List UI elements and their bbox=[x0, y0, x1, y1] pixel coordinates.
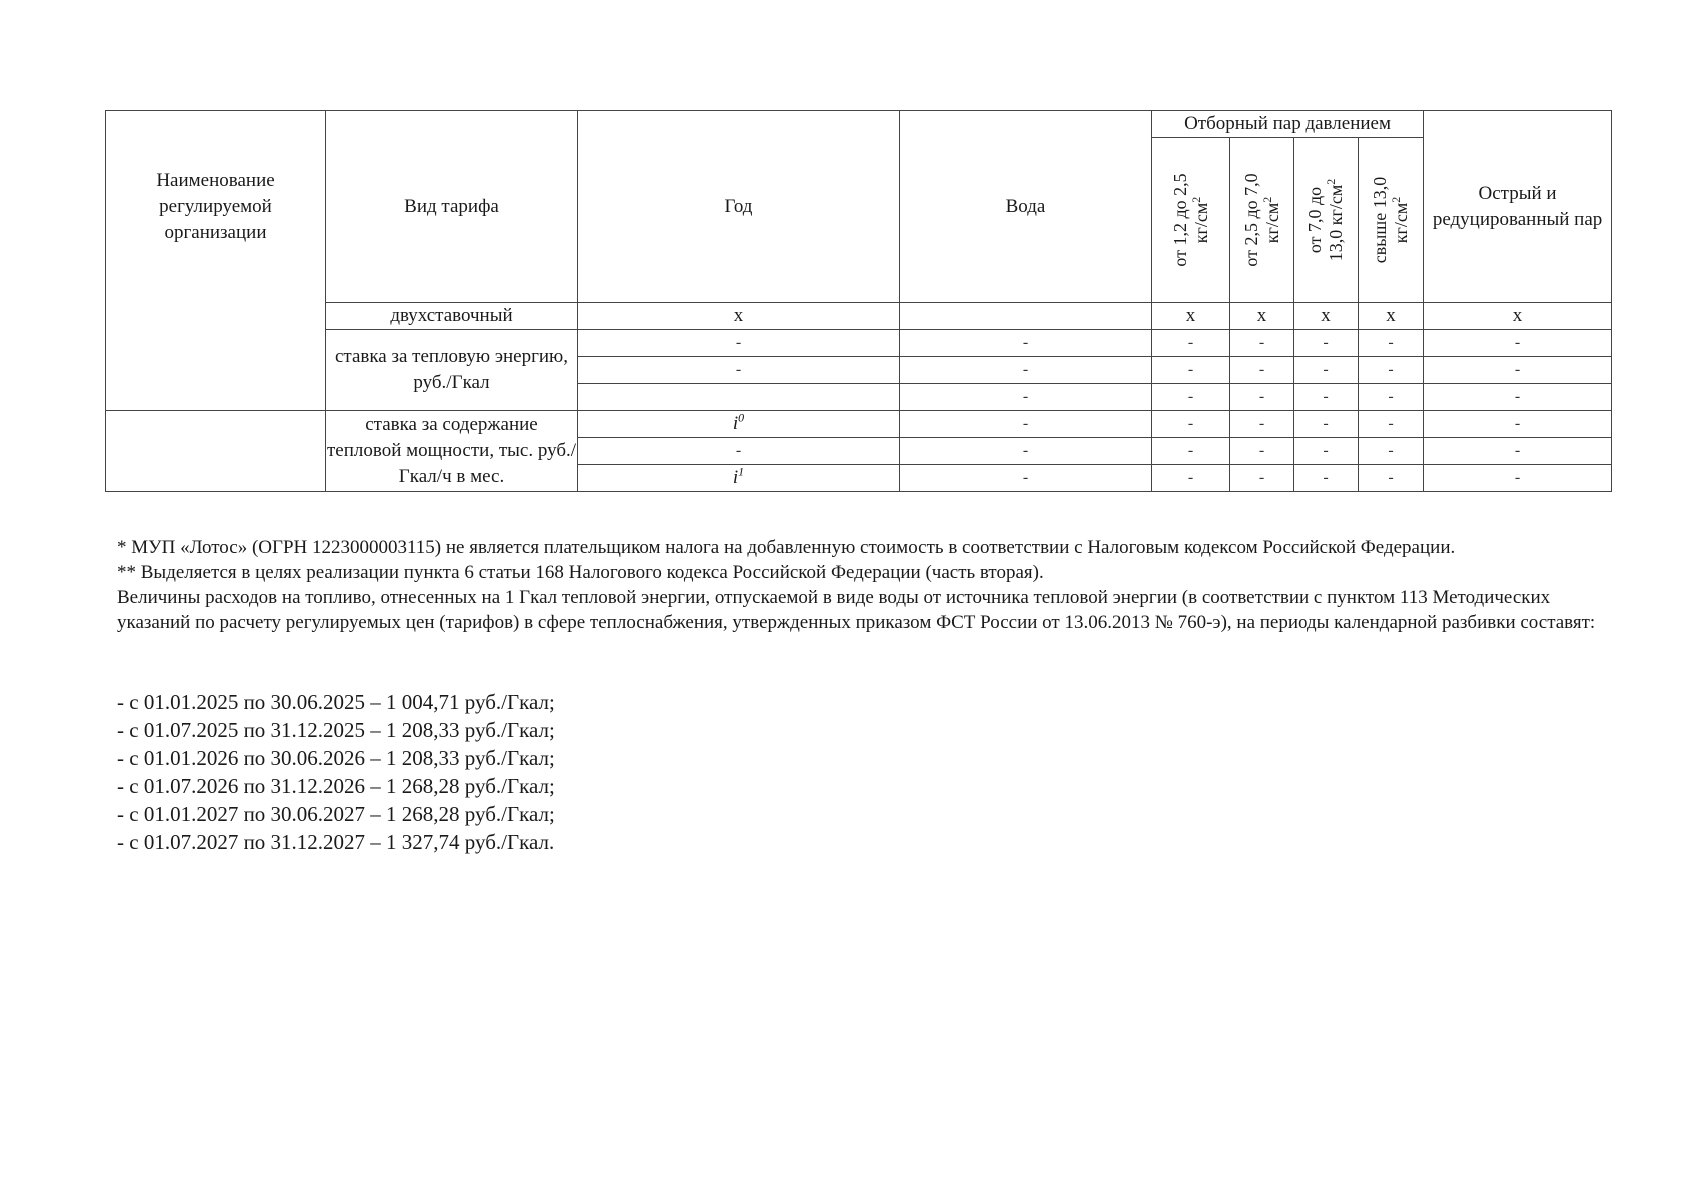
year-cell bbox=[578, 384, 900, 411]
sharp-steam-cell: - bbox=[1424, 384, 1612, 411]
steam-cell: - bbox=[1359, 384, 1424, 411]
sharp-steam-cell: - bbox=[1424, 357, 1612, 384]
steam-cell: - bbox=[1294, 384, 1359, 411]
steam-cell: - bbox=[1359, 411, 1424, 438]
footnote-tax-code: ** Выделяется в целях реализации пункта 6 статьи 168 Налогового кодекса Российской Федерации (часть вторая). bbox=[117, 562, 1044, 583]
sharp-steam-cell: - bbox=[1424, 438, 1612, 465]
water-cell: - bbox=[900, 384, 1152, 411]
steam-cell: - bbox=[1294, 411, 1359, 438]
water-cell bbox=[900, 303, 1152, 330]
footnote-vat: * МУП «Лотос» (ОГРН 1223000003115) не является плательщиком налога на добавленную стоимость в соответствии с Налоговым кодексом Российской Федерации. bbox=[117, 537, 1456, 558]
tariff-type-cell: ставка за тепловую энергию, руб./Гкал bbox=[326, 330, 578, 411]
period-item: - с 01.01.2027 по 30.06.2027 – 1 268,28 руб./Гкал; bbox=[117, 802, 555, 826]
steam-cell: - bbox=[1359, 438, 1424, 465]
steam-cell: - bbox=[1294, 330, 1359, 357]
steam-cell: - bbox=[1152, 357, 1230, 384]
steam-cell: - bbox=[1230, 384, 1294, 411]
year-cell: $i^0$ bbox=[578, 411, 900, 438]
header-tariff-type: Вид тарифа bbox=[326, 111, 578, 303]
year-cell: - bbox=[578, 357, 900, 384]
water-cell: - bbox=[900, 357, 1152, 384]
period-item: - с 01.01.2025 по 30.06.2025 – 1 004,71 руб./Гкал; bbox=[117, 690, 555, 714]
org-name-cell-2 bbox=[106, 411, 326, 492]
header-steam-4: свыше 13,0 $кг/см^2$ bbox=[1359, 138, 1424, 303]
water-cell: - bbox=[900, 330, 1152, 357]
header-steam-3: от 7,0 до 13,0 $кг/см^2$ bbox=[1294, 138, 1359, 303]
header-org: Наименование регулируемой организации bbox=[106, 111, 326, 303]
water-cell: - bbox=[900, 438, 1152, 465]
steam-cell: - bbox=[1230, 357, 1294, 384]
header-water: Вода bbox=[900, 111, 1152, 303]
header-year: Год bbox=[578, 111, 900, 303]
table-row bbox=[106, 330, 1612, 357]
steam-cell: - bbox=[1230, 465, 1294, 492]
org-name-cell bbox=[106, 303, 326, 411]
year-cell: $i^1$ bbox=[578, 465, 900, 492]
year-cell: x bbox=[578, 303, 900, 330]
steam-cell: - bbox=[1152, 465, 1230, 492]
water-cell: - bbox=[900, 411, 1152, 438]
footnote-fuel-costs: Величины расходов на топливо, отнесенных на 1 Гкал тепловой энергии, отпускаемой в виде воды от источника тепловой энергии (в соответствии с пунктом 113 Методических указаний по расчету регулируемых цен (тарифов) в сфере теплоснабжения, утвержденных приказом ФСТ России от 13.06.2013 № 760-э), на периоды календарной разбивки составят: bbox=[117, 587, 1596, 633]
table-row bbox=[106, 411, 1612, 438]
tariff-table bbox=[105, 110, 1612, 492]
steam-cell: - bbox=[1294, 357, 1359, 384]
year-cell: - bbox=[578, 438, 900, 465]
period-list bbox=[117, 688, 1017, 856]
steam-cell: - bbox=[1294, 438, 1359, 465]
sharp-steam-cell: - bbox=[1424, 411, 1612, 438]
steam-cell: - bbox=[1230, 438, 1294, 465]
steam-cell: - bbox=[1359, 357, 1424, 384]
steam-cell: - bbox=[1294, 465, 1359, 492]
year-cell: - bbox=[578, 330, 900, 357]
period-item: - с 01.07.2026 по 31.12.2026 – 1 268,28 руб./Гкал; bbox=[117, 774, 555, 798]
header-steam-group: Отборный пар давлением bbox=[1152, 111, 1424, 138]
footnotes bbox=[117, 535, 1597, 635]
steam-cell: x bbox=[1359, 303, 1424, 330]
period-item: - с 01.01.2026 по 30.06.2026 – 1 208,33 руб./Гкал; bbox=[117, 746, 555, 770]
sharp-steam-cell: - bbox=[1424, 465, 1612, 492]
steam-cell: - bbox=[1152, 438, 1230, 465]
tariff-type-cell: ставка за содержание тепловой мощности, тыс. руб./Гкал/ч в мес. bbox=[326, 411, 578, 492]
water-cell: - bbox=[900, 465, 1152, 492]
table-row bbox=[106, 303, 1612, 330]
header-sharp-steam: Острый и редуцированный пар bbox=[1424, 111, 1612, 303]
tariff-type-cell: двухставочный bbox=[326, 303, 578, 330]
steam-cell: - bbox=[1152, 384, 1230, 411]
steam-cell: - bbox=[1359, 330, 1424, 357]
steam-cell: x bbox=[1294, 303, 1359, 330]
steam-cell: x bbox=[1152, 303, 1230, 330]
steam-cell: - bbox=[1359, 465, 1424, 492]
steam-cell: - bbox=[1230, 330, 1294, 357]
sharp-steam-cell: x bbox=[1424, 303, 1612, 330]
steam-cell: - bbox=[1152, 411, 1230, 438]
period-item: - с 01.07.2027 по 31.12.2027 – 1 327,74 руб./Гкал. bbox=[117, 830, 555, 854]
header-steam-2: от 2,5 до 7,0 $кг/см^2$ bbox=[1230, 138, 1294, 303]
steam-cell: - bbox=[1152, 330, 1230, 357]
steam-cell: - bbox=[1230, 411, 1294, 438]
header-steam-1: от 1,2 до 2,5 $кг/см^2$ bbox=[1152, 138, 1230, 303]
period-item: - с 01.07.2025 по 31.12.2025 – 1 208,33 руб./Гкал; bbox=[117, 718, 555, 742]
sharp-steam-cell: - bbox=[1424, 330, 1612, 357]
steam-cell: x bbox=[1230, 303, 1294, 330]
